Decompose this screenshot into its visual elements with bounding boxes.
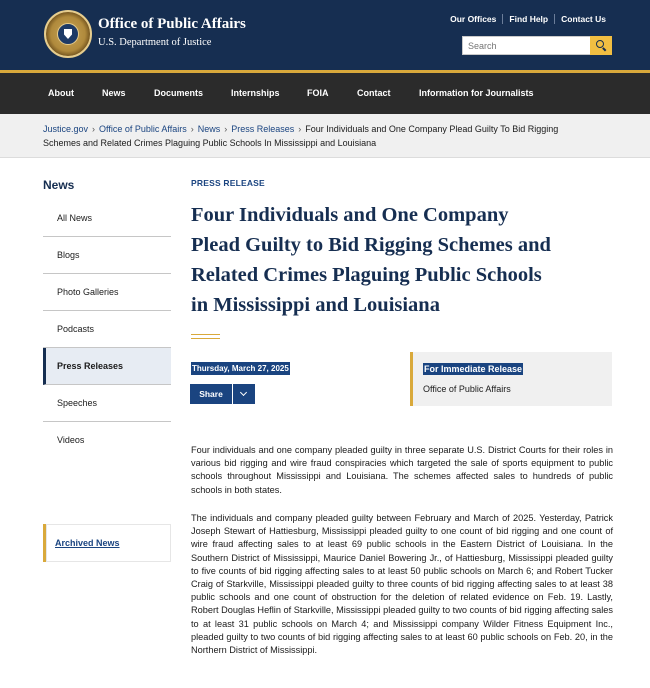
utility-links [444, 14, 612, 24]
nav-information-for-journalists[interactable]: Information for Journalists [419, 88, 534, 98]
site-subtitle: U.S. Department of Justice [98, 37, 212, 48]
site-title[interactable]: Office of Public Affairs [98, 16, 246, 32]
our-offices-link[interactable]: Our Offices [450, 14, 497, 24]
article-headline [191, 200, 621, 320]
article-paragraph: The individuals and company pleaded guilty between February and March of 2025. Yesterday, Patrick Joseph Stewart of Hattiesburg, Mississippi pleaded guilty to one count of bid rigging and one count of wire fraud affecting sales to at least 69 public schools in the Eastern District of Louisiana. In the Southern District of Mississippi, Maurice Daniel Bowering Jr., of Hattiesburg, Mississippi pleaded guilty to five counts of bid rigging affecting sales to at least 50 public schools on March 6; and Robert Tucker Craig of Starkville, Mississippi pleaded guilty to three counts of bid rigging affecting sales to at least 38 public schools and one count of obstruction for the deletion of related evidence on Feb. 19. Lastly, Robert Douglas Heflin of Starkville, Mississippi pleaded guilty to two counts of bid rigging affecting sales to at least 31 public schools on March 4; and Mississippi company Wilder Fitness Equipment Inc., pleaded guilty to two counts of bid rigging affecting sales to at least 60 public schools on Feb. 20, in the Northern District of Mississippi. [191, 513, 613, 656]
sidebar-nav [43, 200, 171, 459]
chevron-right-icon: › [298, 124, 302, 134]
chevron-right-icon: › [224, 124, 228, 134]
nav-internships[interactable]: Internships [231, 88, 280, 98]
share-control [190, 384, 255, 404]
nav-foia[interactable]: FOIA [307, 88, 329, 98]
search-form [462, 36, 612, 55]
article-date: Thursday, March 27, 2025 [192, 364, 289, 373]
search-button[interactable] [590, 36, 612, 55]
chevron-right-icon: › [190, 124, 194, 134]
contact-us-link[interactable]: Contact Us [554, 14, 612, 24]
breadcrumb-current-line1: Four Individuals and One Company Plead Guilty To Bid Rigging [305, 124, 559, 134]
release-label: For Immediate Release [424, 364, 523, 374]
chevron-right-icon: › [92, 124, 96, 134]
headline-divider [191, 334, 220, 339]
breadcrumb-news[interactable]: News [197, 124, 221, 134]
headline-line: Plead Guilty to Bid Rigging Schemes and [191, 234, 551, 256]
sidebar-item-blogs[interactable]: Blogs [43, 237, 171, 274]
chevron-down-icon[interactable] [233, 384, 255, 404]
release-office: Office of Public Affairs [423, 384, 511, 394]
search-input[interactable] [462, 36, 590, 55]
find-help-link[interactable]: Find Help [502, 14, 554, 24]
share-button[interactable]: Share [190, 384, 232, 404]
nav-contact[interactable]: Contact [357, 88, 391, 98]
sidebar-item-press-releases[interactable]: Press Releases [43, 348, 171, 385]
nav-documents[interactable]: Documents [154, 88, 204, 98]
sidebar-item-photo-galleries[interactable]: Photo Galleries [43, 274, 171, 311]
nav-news[interactable]: News [102, 88, 126, 98]
nav-about[interactable]: About [48, 88, 74, 98]
sidebar-item-videos[interactable]: Videos [57, 435, 85, 445]
sidebar-item-podcasts[interactable]: Podcasts [43, 311, 171, 348]
sidebar-item-all-news[interactable]: All News [43, 200, 171, 237]
headline-line: Related Crimes Plaguing Public Schools [191, 264, 542, 286]
archived-news-link[interactable]: Archived News [43, 524, 171, 562]
breadcrumb-current-line2: Schemes and Related Crimes Plaguing Public Schools In Mississippi and Louisiana [43, 138, 377, 148]
breadcrumb [0, 114, 650, 158]
breadcrumb-justice-gov[interactable]: Justice.gov [43, 124, 89, 134]
search-icon [596, 40, 604, 48]
breadcrumb-office-of-public-affairs[interactable]: Office of Public Affairs [99, 124, 187, 134]
headline-line: Four Individuals and One Company [191, 204, 509, 226]
main-nav [0, 73, 650, 114]
article-paragraph: Four individuals and one company pleaded guilty in three separate U.S. District Courts for their roles in various bid rigging and wire fraud conspiracies which targeted the sale of sports equipment to public schools throughout Mississippi and Louisiana. The schemes affected sales to hundreds of public schools in both states. [191, 445, 613, 495]
sidebar-item-speeches[interactable]: Speeches [43, 385, 171, 422]
doj-seal-logo[interactable] [44, 10, 92, 58]
site-header [0, 0, 650, 70]
headline-line: in Mississippi and Louisiana [191, 294, 440, 316]
release-info-box [410, 352, 612, 406]
article-kicker: PRESS RELEASE [191, 178, 265, 188]
breadcrumb-press-releases[interactable]: Press Releases [231, 124, 295, 134]
sidebar-title: News [43, 178, 75, 192]
